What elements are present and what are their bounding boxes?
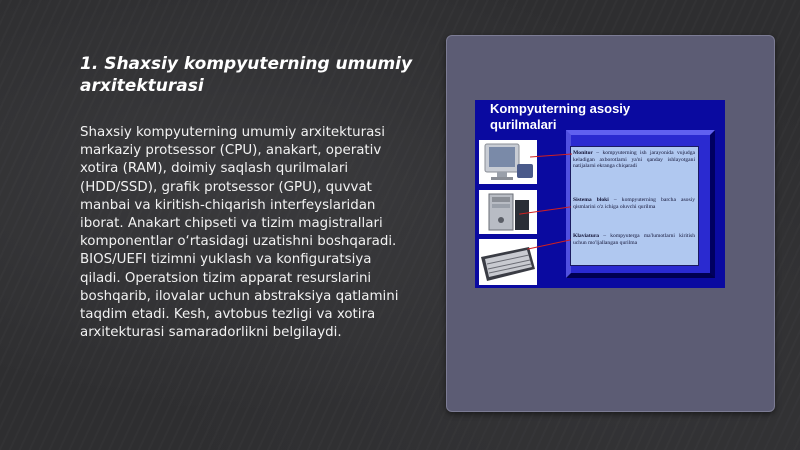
keyboard-photo xyxy=(479,239,537,285)
embedded-slide-image xyxy=(475,100,725,288)
slide-title: 1. Shaxsiy kompyuterning umumiy arxitekturasi xyxy=(80,54,413,96)
monitor-photo xyxy=(479,140,537,184)
embedded-slide-title: Kompyuterning asosiy qurilmalari xyxy=(490,101,631,132)
description-panel xyxy=(570,146,699,266)
keyboard-description: Klaviatura – kompyuterga ma'lumotlarni kiritish uchun mo'ljallangan qurilma xyxy=(573,233,695,246)
system-unit-description: Sistema bloki – kompyuterning barcha asosiy qismlarini o'z ichiga oluvchi qurilma xyxy=(573,197,695,210)
slide-body-text: Shaxsiy kompyuterning umumiy arxitekturasi markaziy protsessor (CPU), anakart, operativ xotira (RAM), doimiy saqlash qurilmalari (HDD/SSD), grafik protsessor (GPU), quvvat manbai va kiritish-chiqarish interfeyslaridan iborat. Anakart chipseti va tizim magistrallari komponentlar o‘rtasidagi uzatishni boshqaradi. BIOS/UEFI tizimni yuklash va konfiguratsiya qiladi. Operatsion tizim apparat resurslarini boshqarib, ilovalar uchun abstraksiya qatlamini taqdim etadi. Kesh, avtobus tezligi va xotira arxitekturasi samaradorlikni belgilaydi. xyxy=(80,125,399,341)
monitor-description: Monitor – kompyuterning ish jarayonida vujudga keladigan axborotlarni ya'ni qanday ishlayotgani natijalarni ekranga chiqaradi xyxy=(573,150,695,170)
